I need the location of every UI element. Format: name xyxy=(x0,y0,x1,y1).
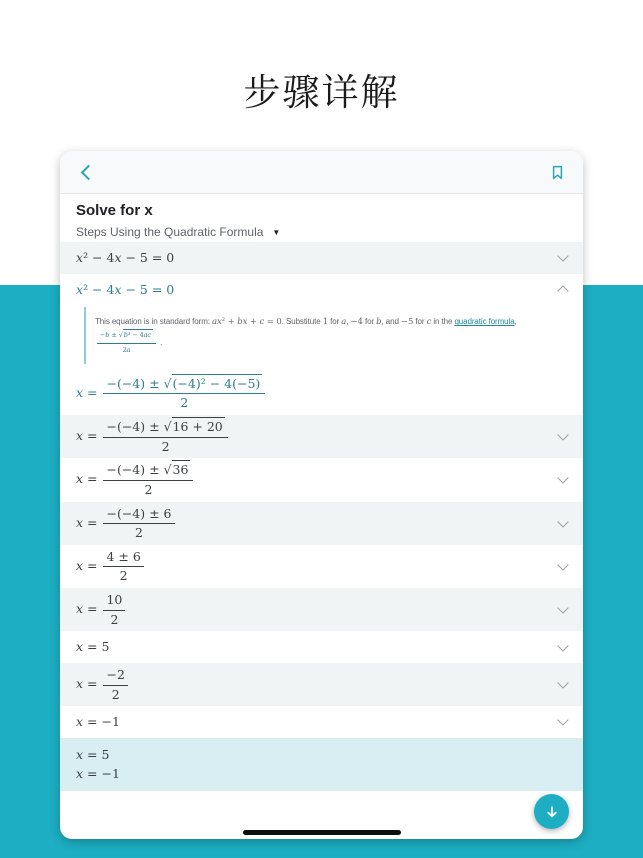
step-add-under-radical[interactable]: x = $\frac{-(-4) \pm √36}{2}$ xyxy=(60,458,583,501)
back-button[interactable] xyxy=(76,162,96,182)
title-block xyxy=(60,194,583,242)
step-take-square-root[interactable]: x = $\frac{-(-4) \pm 6}{2}$ xyxy=(60,502,583,545)
step-explanation: This equation is in standard form: ax² + bx + c = 0. Substitute 1 for a, −4 for b, and −5 for c in the quadratic formula, $\frac{\text{−b ± √b² − 4ac}}{2a}$ . xyxy=(84,307,567,364)
solve-for-x-title: Solve for x xyxy=(76,202,153,219)
solution-card xyxy=(60,151,583,839)
chevron-down-icon xyxy=(557,640,568,651)
chevron-down-icon xyxy=(557,516,568,527)
step-plus-branch[interactable]: x = $\frac{10}{2}$ xyxy=(60,588,583,631)
arrow-down-icon xyxy=(544,804,560,820)
quadratic-formula-link[interactable]: quadratic formula xyxy=(454,317,515,327)
step-square-and-multiply[interactable]: x = $\frac{-(-4) \pm √16 + 20}{2}$ xyxy=(60,415,583,458)
home-indicator[interactable] xyxy=(243,830,401,835)
step-equation-collapsed[interactable]: x² − 4x − 5 = 0 xyxy=(60,242,583,274)
step-solution-positive[interactable]: x = 5 xyxy=(60,631,583,663)
chevron-down-icon xyxy=(557,715,568,726)
chevron-up-icon xyxy=(557,285,568,296)
steps-list xyxy=(60,242,583,791)
triangle-down-icon: ▼ xyxy=(272,227,281,237)
chevron-down-icon xyxy=(557,429,568,440)
scroll-to-bottom-button[interactable] xyxy=(534,794,569,829)
step-opposite-sign[interactable]: x = $\frac{4 \pm 6}{2}$ xyxy=(60,545,583,588)
method-selector[interactable] xyxy=(76,225,567,239)
page-title: 步骤详解 xyxy=(243,72,400,113)
chevron-left-icon xyxy=(80,164,96,180)
step-minus-branch[interactable]: x = $\frac{-2}{2}$ xyxy=(60,663,583,706)
step-solution-negative[interactable]: x = −1 xyxy=(60,706,583,738)
card-header xyxy=(60,151,583,194)
chevron-down-icon xyxy=(557,602,568,613)
bookmark-button[interactable] xyxy=(547,162,567,182)
step-substitute: x = $\frac{\text{−(−4) ± √(−4)² − 4(−5)}}{2}$ xyxy=(60,372,583,415)
chevron-down-icon xyxy=(557,473,568,484)
final-solutions: x = 5 x = −1 xyxy=(60,738,583,791)
bookmark-icon xyxy=(552,165,563,180)
chevron-down-icon xyxy=(557,559,568,570)
step-equation-expanded[interactable]: x² − 4x − 5 = 0 xyxy=(60,274,583,306)
method-label: Steps Using the Quadratic Formula xyxy=(76,225,264,239)
chevron-down-icon xyxy=(557,251,568,262)
chevron-down-icon xyxy=(557,677,568,688)
